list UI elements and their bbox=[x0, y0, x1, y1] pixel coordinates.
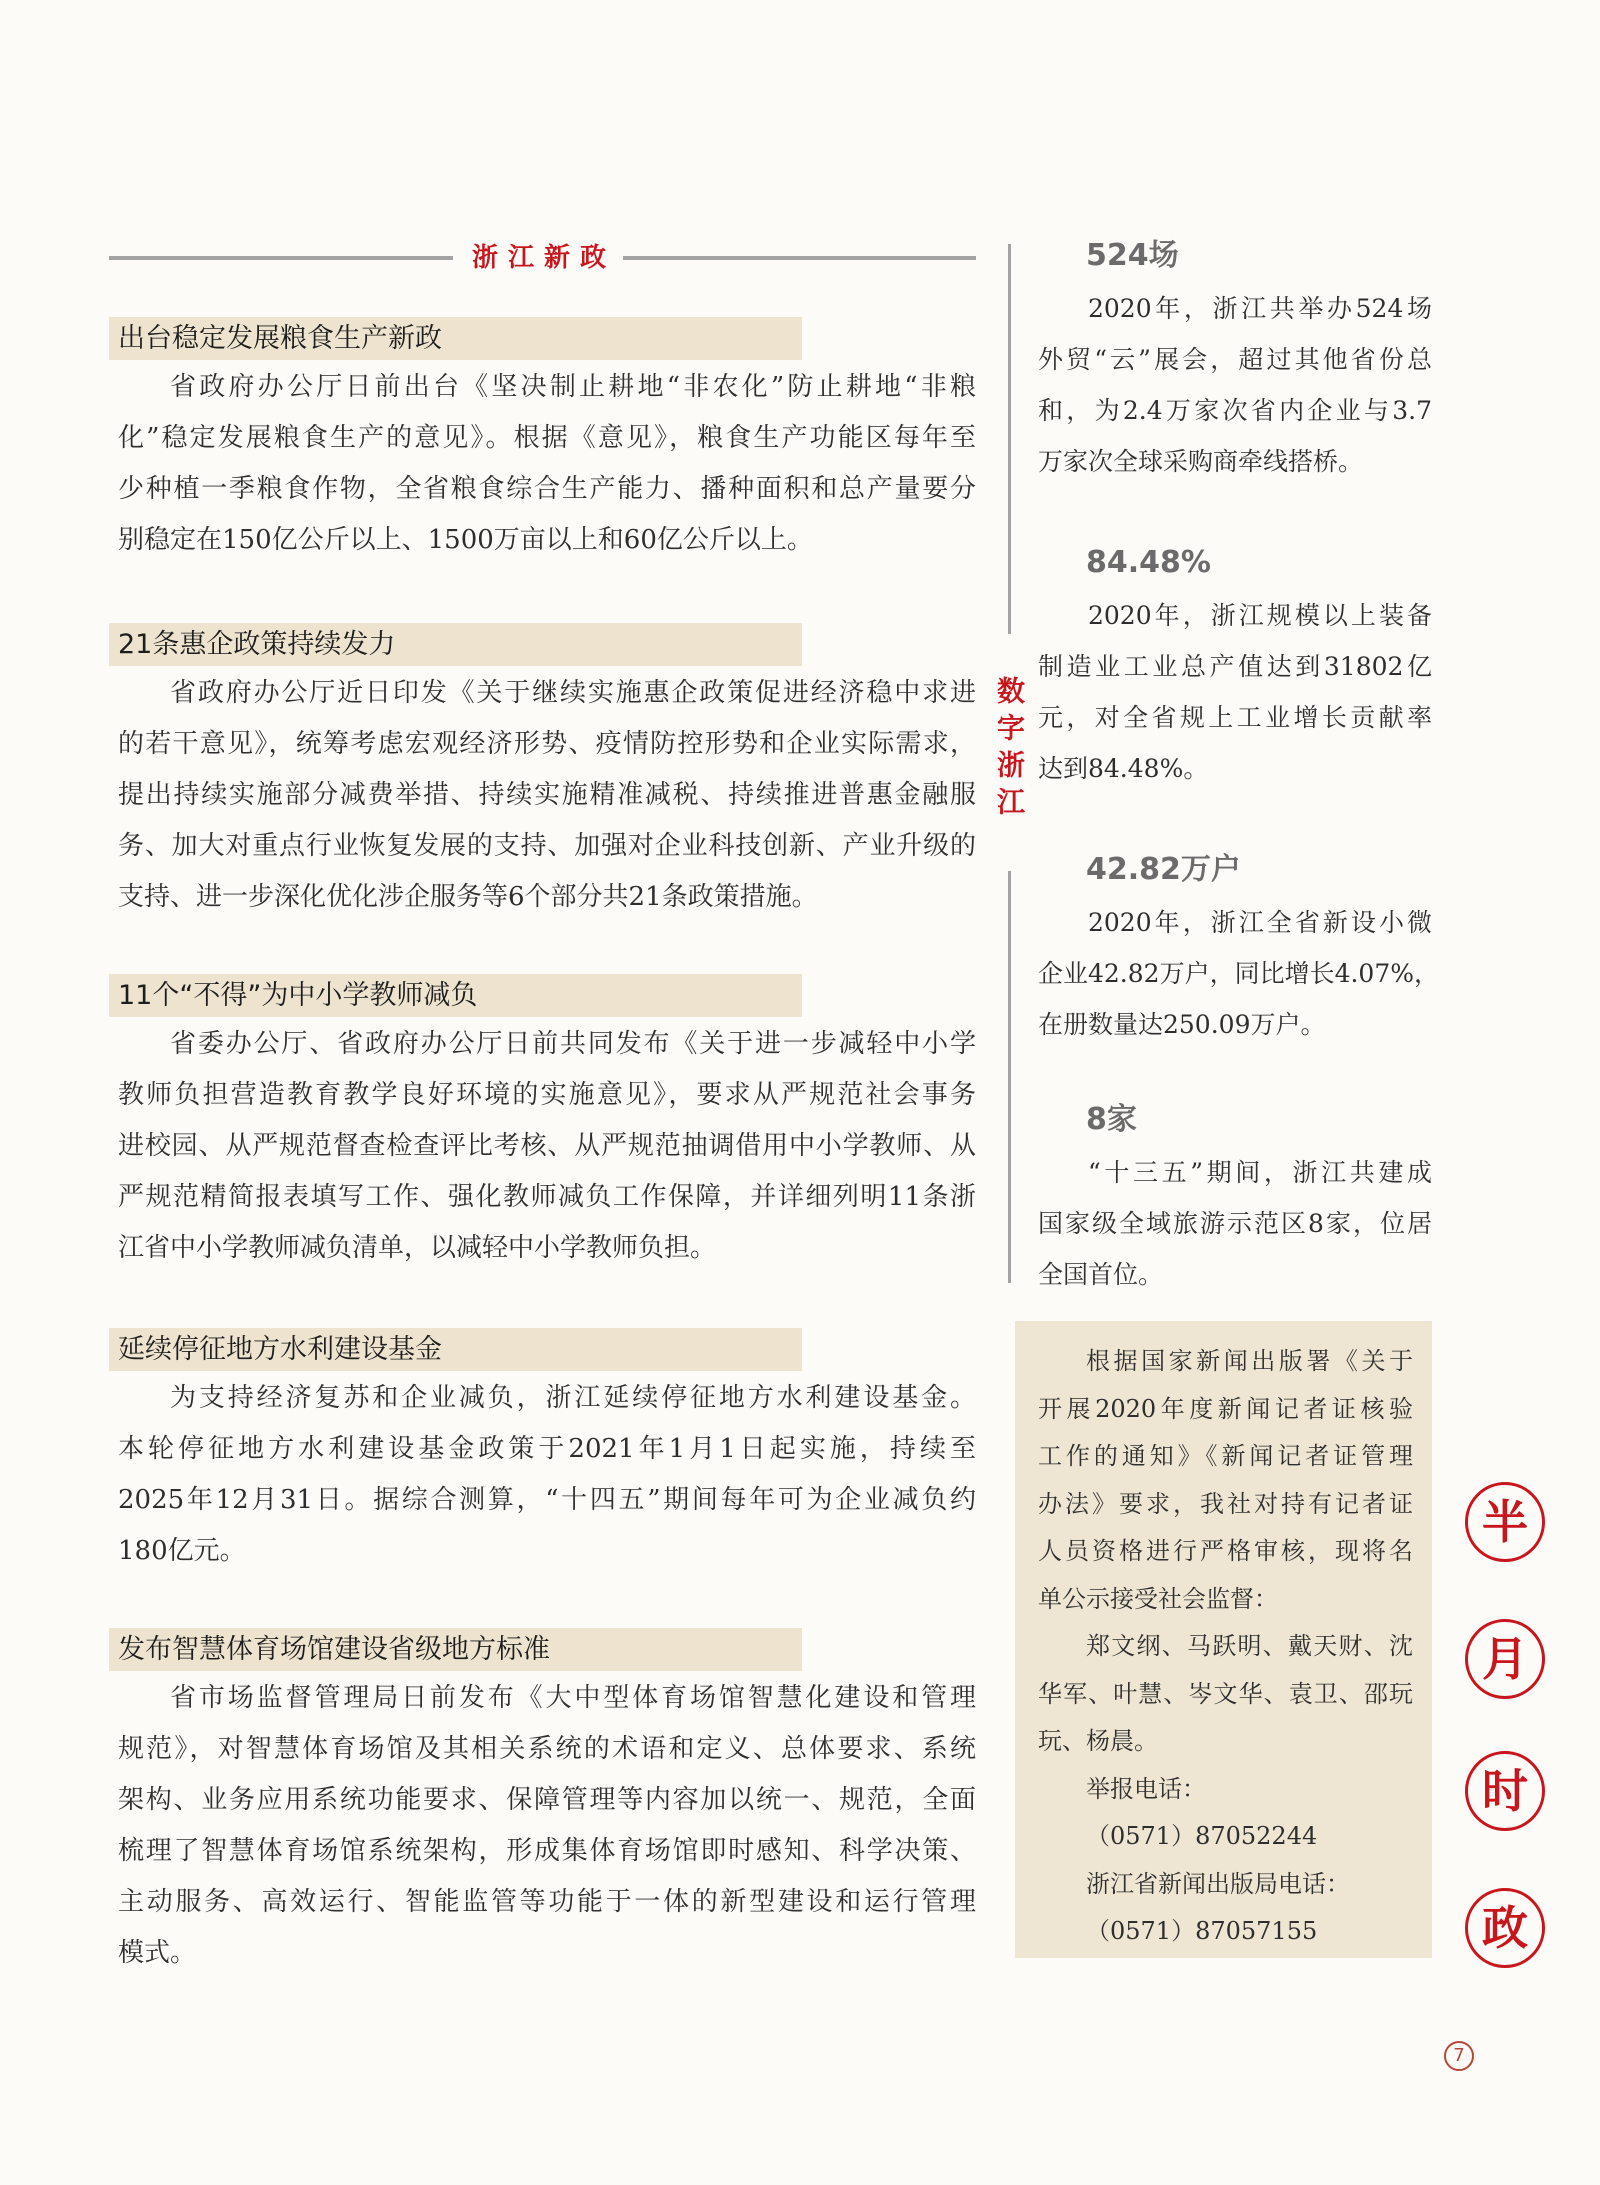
news-text-line: 主动服务、高效运行、智能监管等功能于一体的新型建设和运行管理 bbox=[118, 1887, 976, 1917]
stat-text-line: 外贸“云”展会，超过其他省份总 bbox=[1038, 345, 1432, 374]
news-text-line: 严规范精简报表填写工作、强化教师减负工作保障，并详细列明11条浙 bbox=[118, 1182, 976, 1212]
news-text-line: 化”稳定发展粮食生产的意见》。根据《意见》，粮食生产功能区每年至 bbox=[118, 423, 976, 453]
notice-text-line: 工作的通知》《新闻记者证管理 bbox=[1038, 1442, 1413, 1470]
news-text-line: 为支持经济复苏和企业减负，浙江延续停征地方水利建设基金。 bbox=[170, 1383, 976, 1413]
stat-text-line: 2020年，浙江全省新设小微 bbox=[1088, 908, 1432, 937]
news-body bbox=[118, 362, 976, 566]
news-text-line: 教师负担营造教育教学良好环境的实施意见》，要求从严规范社会事务 bbox=[118, 1080, 976, 1110]
stat-text-line: 全国首位。 bbox=[1038, 1260, 1164, 1289]
notice-text-line: 玩、杨晨。 bbox=[1038, 1727, 1158, 1755]
news-headline: 21条惠企政策持续发力 bbox=[109, 623, 802, 666]
news-text-line: 省政府办公厅近日印发《关于继续实施惠企政策促进经济稳中求进 bbox=[170, 678, 976, 708]
notice-text-line: 开展2020年度新闻记者证核验 bbox=[1038, 1394, 1413, 1423]
stat-description bbox=[1038, 283, 1432, 487]
news-item bbox=[109, 1328, 976, 1577]
stat-item bbox=[1038, 850, 1439, 1050]
news-text-line: 江省中小学教师减负清单，以减轻中小学教师负担。 bbox=[118, 1233, 717, 1263]
stat-text-line: “十三五”期间，浙江共建成 bbox=[1088, 1158, 1432, 1187]
news-body bbox=[118, 1673, 976, 1979]
stat-item bbox=[1038, 1100, 1432, 1300]
column-mark-char: 月 bbox=[1465, 1619, 1545, 1699]
stat-value: 524场 bbox=[1086, 238, 1179, 273]
notice-text-line: 根据国家新闻出版署《关于 bbox=[1086, 1347, 1413, 1375]
column-mark-char: 半 bbox=[1465, 1482, 1545, 1562]
news-text-line: 进校园、从严规范督查检查评比考核、从严规范抽调借用中小学教师、从 bbox=[118, 1131, 976, 1161]
news-text-line: 的若干意见》，统筹考虑宏观经济形势、疫情防控形势和企业实际需求， bbox=[118, 729, 976, 759]
stat-description bbox=[1038, 897, 1439, 1050]
news-text-line: 省委办公厅、省政府办公厅日前共同发布《关于进一步减轻中小学 bbox=[170, 1029, 976, 1059]
column-divider-lower bbox=[1008, 871, 1011, 1283]
news-text-line: 架构、业务应用系统功能要求、保障管理等内容加以统一、规范，全面 bbox=[118, 1785, 976, 1815]
stat-text-line: 达到84.48%。 bbox=[1038, 754, 1209, 783]
section-header-title: 浙江新政 bbox=[472, 243, 617, 273]
header-rule-right bbox=[623, 256, 976, 260]
column-mark-char: 政 bbox=[1465, 1888, 1545, 1968]
news-text-line: 本轮停征地方水利建设基金政策于2021年1月1日起实施，持续至 bbox=[118, 1434, 976, 1464]
news-item bbox=[109, 623, 976, 923]
news-body bbox=[118, 1019, 976, 1274]
stat-text-line: 在册数量达250.09万户。 bbox=[1038, 1010, 1326, 1039]
news-text-line: 2025年12月31日。据综合测算，“十四五”期间每年可为企业减负约 bbox=[118, 1485, 976, 1515]
notice-text-line: 单公示接受社会监督： bbox=[1038, 1584, 1278, 1613]
column-mark-char: 时 bbox=[1465, 1751, 1545, 1831]
stat-text-line: 2020年，浙江规模以上装备 bbox=[1088, 601, 1432, 630]
news-text-line: 180亿元。 bbox=[118, 1536, 246, 1566]
news-headline: 延续停征地方水利建设基金 bbox=[109, 1328, 802, 1371]
news-text-line: 省市场监督管理局日前发布《大中型体育场馆智慧化建设和管理 bbox=[170, 1683, 976, 1713]
news-headline: 发布智慧体育场馆建设省级地方标准 bbox=[109, 1628, 802, 1671]
notice-bureau-label: 浙江省新闻出版局电话： bbox=[1086, 1869, 1350, 1898]
notice-box bbox=[1015, 1321, 1432, 1958]
notice-hotline-label: 举报电话： bbox=[1086, 1774, 1206, 1803]
stat-description bbox=[1038, 1147, 1432, 1300]
notice-hotline-number: （0571）87052244 bbox=[1086, 1822, 1318, 1850]
stat-text-line: 元，对全省规上工业增长贡献率 bbox=[1038, 703, 1432, 732]
news-text-line: 少种植一季粮食作物，全省粮食综合生产能力、播种面积和总产量要分 bbox=[118, 474, 976, 504]
news-text-line: 模式。 bbox=[118, 1938, 197, 1968]
stat-text-line: 万家次全球采购商牵线搭桥。 bbox=[1038, 447, 1364, 476]
news-headline: 11个“不得”为中小学教师减负 bbox=[109, 974, 802, 1017]
news-text-line: 省政府办公厅日前出台《坚决制止耕地“非农化”防止耕地“非粮 bbox=[170, 372, 976, 402]
stat-text-line: 2020年，浙江共举办524场 bbox=[1088, 294, 1432, 323]
column-divider-upper bbox=[1008, 244, 1011, 634]
stat-item bbox=[1038, 543, 1432, 794]
stat-text-line: 制造业工业总产值达到31802亿 bbox=[1038, 652, 1432, 681]
notice-text-line: 华军、叶慧、岑文华、袁卫、邵玩 bbox=[1038, 1679, 1413, 1708]
news-item bbox=[109, 1628, 976, 1979]
notice-text-line: 人员资格进行严格审核，现将名 bbox=[1038, 1537, 1413, 1565]
sidebar-label: 数字浙江 bbox=[993, 676, 1026, 824]
news-text-line: 别稳定在150亿公斤以上、1500万亩以上和60亿公斤以上。 bbox=[118, 525, 813, 555]
notice-text-line: 办法》要求，我社对持有记者证 bbox=[1038, 1489, 1413, 1518]
news-text-line: 梳理了智慧体育场馆系统架构，形成集体育场馆即时感知、科学决策、 bbox=[118, 1836, 976, 1866]
page-number: 7 bbox=[1444, 2041, 1474, 2071]
header-rule-left bbox=[109, 256, 453, 260]
stat-value: 42.82万户 bbox=[1086, 852, 1241, 887]
stat-item bbox=[1038, 236, 1432, 487]
notice-bureau-number: （0571）87057155 bbox=[1086, 1917, 1318, 1945]
news-body bbox=[118, 1373, 976, 1577]
stat-text-line: 企业42.82万户，同比增长4.07%， bbox=[1038, 959, 1439, 988]
stat-description bbox=[1038, 590, 1432, 794]
stat-text-line: 国家级全域旅游示范区8家，位居 bbox=[1038, 1209, 1432, 1238]
news-text-line: 提出持续实施部分减费举措、持续实施精准减税、持续推进普惠金融服 bbox=[118, 780, 976, 810]
news-item bbox=[109, 974, 976, 1274]
news-item bbox=[109, 317, 976, 566]
stat-value: 84.48% bbox=[1086, 545, 1211, 580]
news-text-line: 规范》，对智慧体育场馆及其相关系统的术语和定义、总体要求、系统 bbox=[118, 1734, 976, 1764]
news-text-line: 支持、进一步深化优化涉企服务等6个部分共21条政策措施。 bbox=[118, 882, 818, 912]
notice-text-line: 郑文纲、马跃明、戴天财、沈 bbox=[1086, 1632, 1413, 1660]
news-text-line: 务、加大对重点行业恢复发展的支持、加强对企业科技创新、产业升级的 bbox=[118, 831, 976, 861]
news-headline: 出台稳定发展粮食生产新政 bbox=[109, 317, 802, 360]
stat-text-line: 和，为2.4万家次省内企业与3.7 bbox=[1038, 396, 1432, 425]
news-body bbox=[118, 668, 976, 923]
stat-value: 8家 bbox=[1086, 1102, 1137, 1137]
